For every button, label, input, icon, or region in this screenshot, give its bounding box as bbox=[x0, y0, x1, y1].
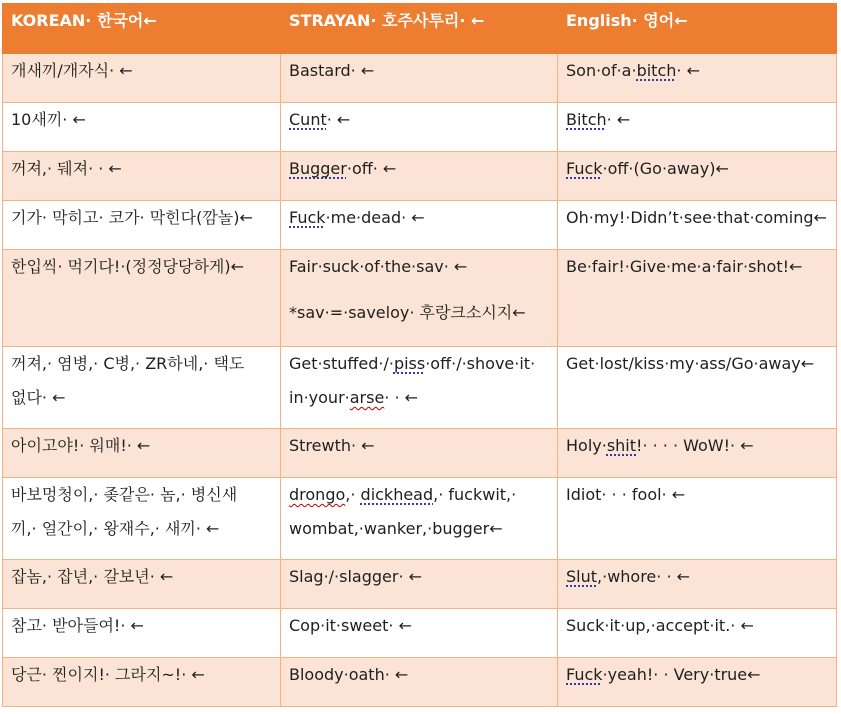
cell-text-line: Bugger·off· ← bbox=[289, 159, 397, 178]
cell-strayan[interactable] bbox=[281, 54, 558, 103]
cell-english[interactable] bbox=[558, 250, 837, 347]
cell-korean[interactable] bbox=[3, 250, 281, 347]
cell-text-line: Oh·my!·Didn’t·see·that·coming← bbox=[566, 208, 827, 227]
cell-strayan[interactable] bbox=[281, 658, 558, 707]
cell-text-line: Slag·/·slagger· ← bbox=[289, 567, 423, 586]
cell-text-line: 없다· ← bbox=[11, 388, 66, 407]
spellcheck-underlined-word: Fuck bbox=[566, 665, 603, 684]
cell-text-line: wombat,·wanker,·bugger← bbox=[289, 519, 503, 538]
cell-text-line: Slut,·whore· · ← bbox=[566, 567, 691, 586]
cell-korean[interactable] bbox=[3, 478, 281, 560]
cell-korean[interactable] bbox=[3, 560, 281, 609]
table-row bbox=[3, 54, 837, 103]
cell-english[interactable] bbox=[558, 560, 837, 609]
cell-korean[interactable] bbox=[3, 54, 281, 103]
cell-text-line: Fuck·yeah!· · Very·true← bbox=[566, 665, 761, 684]
cell-text-line: 한입씩· 먹기다!·(정정당당하게)← bbox=[11, 257, 245, 276]
cell-text-line: 잡놈,· 잡년,· 갈보년· ← bbox=[11, 567, 174, 586]
cell-text-line: 당근· 찐이지!· 그라지~!· ← bbox=[11, 665, 205, 684]
cell-korean[interactable] bbox=[3, 429, 281, 478]
header-strayan: STRAYAN· 호주사투리· ← bbox=[281, 4, 558, 54]
cell-korean[interactable] bbox=[3, 201, 281, 250]
spellcheck-underlined-word: Cunt bbox=[289, 110, 327, 129]
cell-korean[interactable] bbox=[3, 347, 281, 429]
header-english: English· 영어← bbox=[558, 4, 837, 54]
cell-text-line: 끼,· 얼간이,· 왕재수,· 새끼· ← bbox=[11, 519, 220, 538]
spellcheck-underlined-word: Bitch bbox=[566, 110, 607, 129]
cell-text-line: Fuck·off·(Go·away)← bbox=[566, 159, 729, 178]
cell-text-line: Cunt· ← bbox=[289, 110, 351, 129]
table-row bbox=[3, 250, 837, 347]
table-header bbox=[3, 4, 837, 54]
cell-text-line: *sav·=·saveloy· 후랑크소시지← bbox=[289, 303, 526, 322]
table-row bbox=[3, 560, 837, 609]
cell-english[interactable] bbox=[558, 201, 837, 250]
spellcheck-underlined-word: piss bbox=[393, 354, 426, 373]
cell-text-line: Get·stuffed·/·piss·off·/·shove·it· bbox=[289, 354, 536, 373]
cell-korean[interactable] bbox=[3, 152, 281, 201]
cell-text-line: drongo,· dickhead,· fuckwit,· bbox=[289, 485, 517, 504]
cell-strayan[interactable] bbox=[281, 560, 558, 609]
cell-strayan[interactable] bbox=[281, 250, 558, 347]
cell-text-line: Get·lost/kiss·my·ass/Go·away← bbox=[566, 354, 815, 373]
table-row bbox=[3, 429, 837, 478]
cell-text-line: in·your·arse· · ← bbox=[289, 388, 419, 407]
cell-strayan[interactable] bbox=[281, 347, 558, 429]
cell-text-line: Suck·it·up,·accept·it.· ← bbox=[566, 616, 754, 635]
cell-english[interactable] bbox=[558, 152, 837, 201]
table-body bbox=[3, 54, 837, 707]
cell-korean[interactable] bbox=[3, 103, 281, 152]
slang-table bbox=[2, 3, 837, 707]
cell-text-line: 꺼져,· 염병,· C병,· ZR하네,· 택도 bbox=[11, 354, 245, 373]
cell-english[interactable] bbox=[558, 429, 837, 478]
cell-text-line: 기가· 막히고· 코가· 막힌다(깜놀)← bbox=[11, 208, 253, 227]
cell-text-line: Cop·it·sweet· ← bbox=[289, 616, 412, 635]
cell-text-line: Bastard· ← bbox=[289, 61, 375, 80]
cell-text-line: Holy·shit!· · · · WoW!· ← bbox=[566, 436, 754, 455]
table-row bbox=[3, 152, 837, 201]
table-row bbox=[3, 658, 837, 707]
spellcheck-underlined-word: shit bbox=[606, 436, 637, 455]
cell-text-line: Fair·suck·of·the·sav· ← bbox=[289, 257, 468, 276]
paragraph-gap bbox=[289, 284, 549, 296]
table-row bbox=[3, 201, 837, 250]
cell-text-line: Be·fair!·Give·me·a·fair·shot!← bbox=[566, 257, 803, 276]
cell-english[interactable] bbox=[558, 609, 837, 658]
cell-text-line: Son·of·a·bitch· ← bbox=[566, 61, 700, 80]
cell-english[interactable] bbox=[558, 658, 837, 707]
table-row bbox=[3, 478, 837, 560]
header-korean: KOREAN· 한국어← bbox=[3, 4, 281, 54]
cell-strayan[interactable] bbox=[281, 103, 558, 152]
cell-strayan[interactable] bbox=[281, 609, 558, 658]
table-row bbox=[3, 347, 837, 429]
cell-text-line: 참고· 받아들여!· ← bbox=[11, 616, 144, 635]
table-row bbox=[3, 103, 837, 152]
spellcheck-underlined-word: arse bbox=[349, 388, 385, 407]
spellcheck-underlined-word: drongo bbox=[289, 485, 346, 504]
spellcheck-underlined-word: Bugger bbox=[289, 159, 347, 178]
cell-text-line: Strewth· ← bbox=[289, 436, 375, 455]
cell-text-line: 아이고야!· 워매!· ← bbox=[11, 436, 151, 455]
cell-english[interactable] bbox=[558, 478, 837, 560]
spellcheck-underlined-word: Fuck bbox=[566, 159, 603, 178]
cell-text-line: 바보멍청이,· 좆같은· 놈,· 병신새 bbox=[11, 485, 238, 504]
spellcheck-underlined-word: Slut bbox=[566, 567, 598, 586]
cell-korean[interactable] bbox=[3, 609, 281, 658]
cell-text-line: Bitch· ← bbox=[566, 110, 631, 129]
table-row bbox=[3, 609, 837, 658]
cell-english[interactable] bbox=[558, 54, 837, 103]
cell-strayan[interactable] bbox=[281, 429, 558, 478]
cell-english[interactable] bbox=[558, 103, 837, 152]
cell-text-line: 개새끼/개자식· ← bbox=[11, 61, 133, 80]
cell-korean[interactable] bbox=[3, 658, 281, 707]
cell-text-line: 10새끼· ← bbox=[11, 110, 86, 129]
header-row bbox=[3, 4, 837, 54]
cell-text-line: Bloody·oath· ← bbox=[289, 665, 409, 684]
cell-text-line: Fuck·me·dead· ← bbox=[289, 208, 425, 227]
cell-strayan[interactable] bbox=[281, 201, 558, 250]
spellcheck-underlined-word: dickhead bbox=[360, 485, 434, 504]
cell-strayan[interactable] bbox=[281, 152, 558, 201]
cell-text-line: Idiot· · · fool· ← bbox=[566, 485, 686, 504]
spellcheck-underlined-word: Fuck bbox=[289, 208, 326, 227]
spellcheck-underlined-word: bitch bbox=[636, 61, 677, 80]
cell-english[interactable] bbox=[558, 347, 837, 429]
cell-text-line: 꺼져,· 뒈져· · ← bbox=[11, 159, 122, 178]
cell-strayan[interactable] bbox=[281, 478, 558, 560]
